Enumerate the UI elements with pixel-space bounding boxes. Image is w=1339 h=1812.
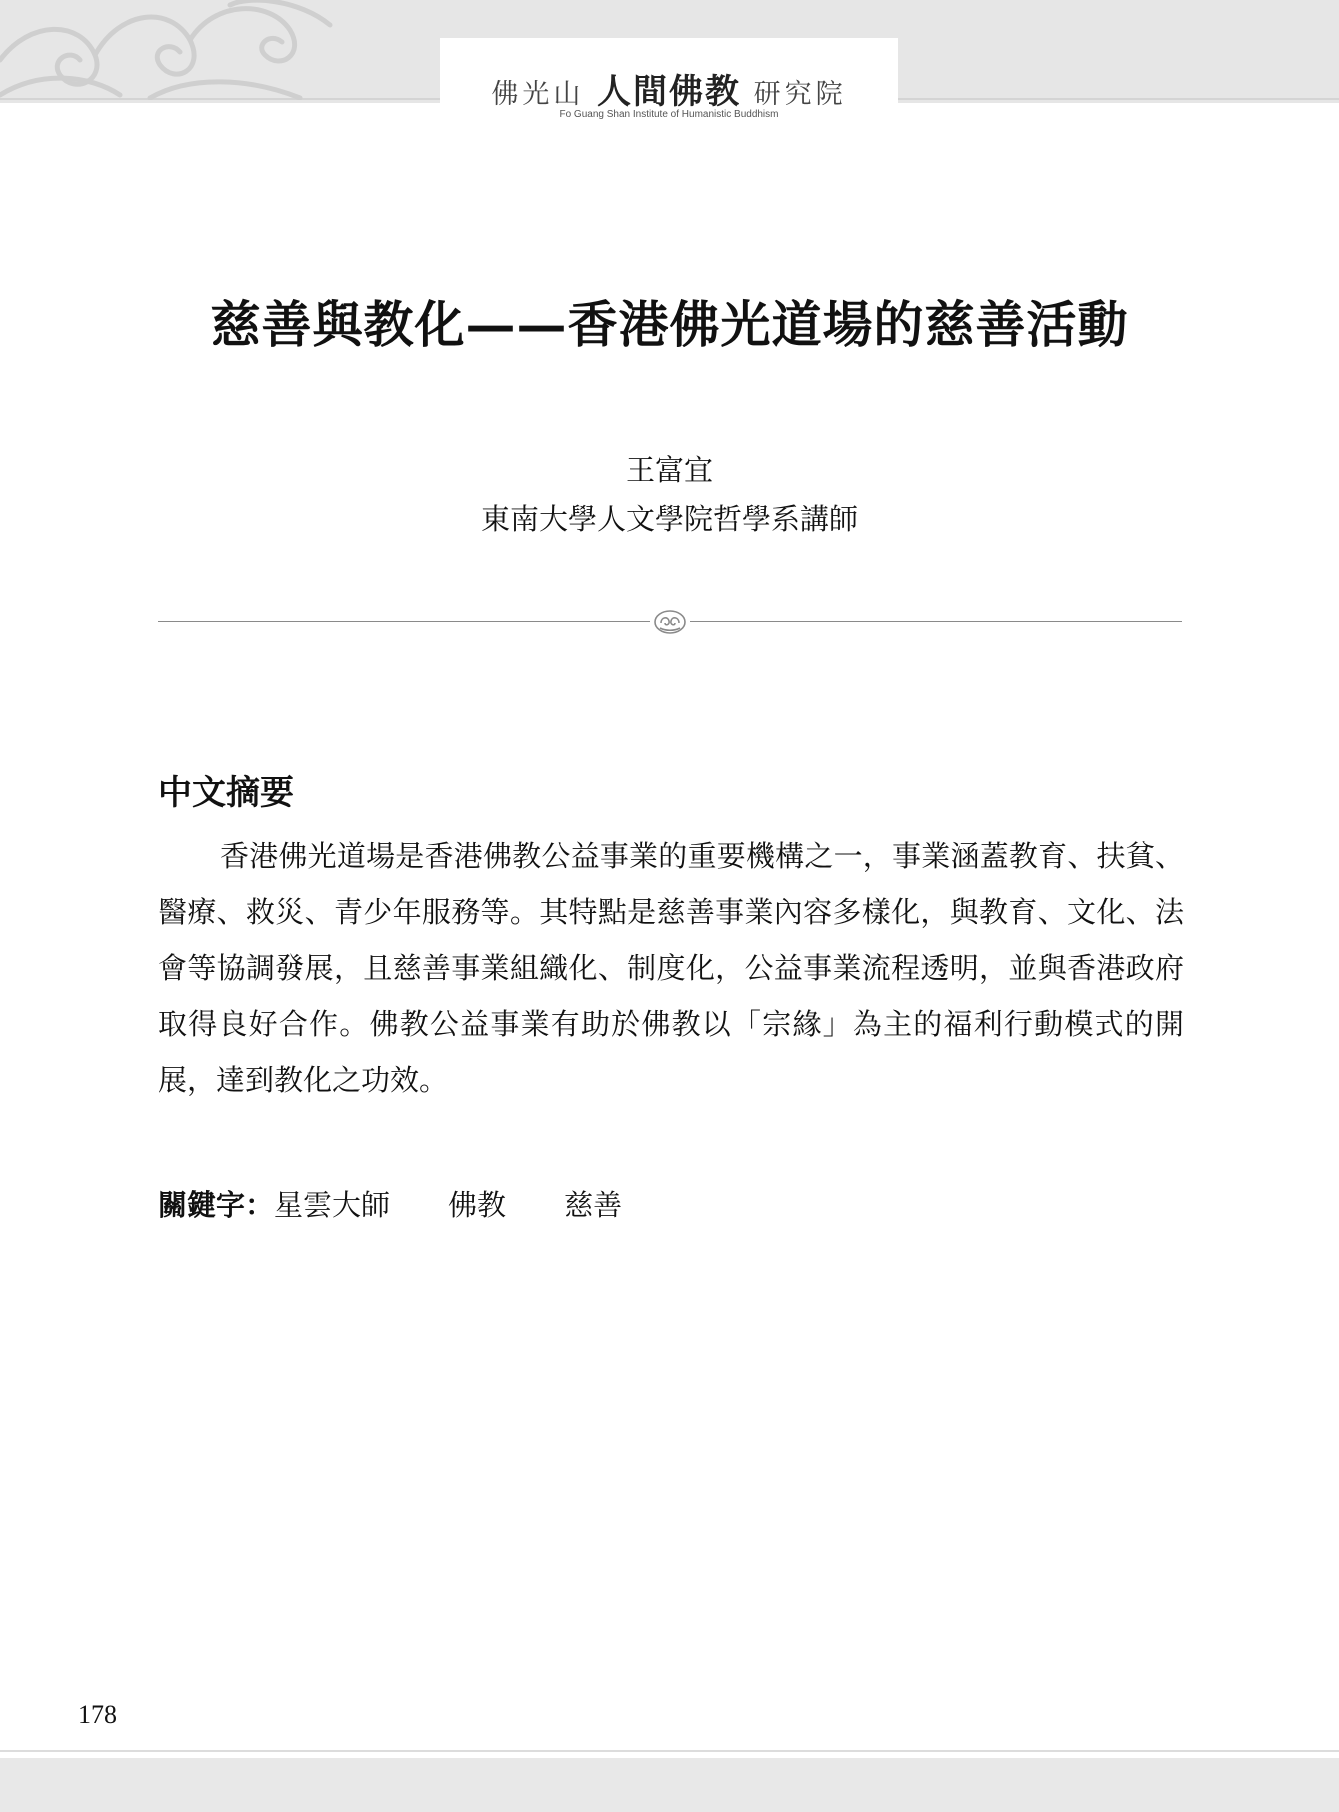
page-number: 178: [78, 1700, 117, 1729]
abstract-heading: 中文摘要: [158, 773, 294, 813]
institute-logo: [440, 38, 898, 120]
logo-text: [440, 64, 898, 113]
divider-ornament-icon: [652, 607, 688, 637]
keyword-item: 星雲大師: [274, 1188, 391, 1222]
article-title: 慈善與教化——香港佛光道場的慈善活動: [210, 295, 1129, 354]
footer-band: [0, 1758, 1339, 1812]
author-name: 王富宜: [625, 453, 713, 487]
keyword-item: 慈善: [564, 1188, 623, 1222]
keyword-item: 佛教: [448, 1188, 507, 1222]
logo-subtitle: Fo Guang Shan Institute of Humanistic Buddhism: [559, 109, 779, 120]
author-affiliation: 東南大學人文學院哲學系講師: [480, 502, 858, 536]
divider-line-left: [158, 621, 650, 622]
logo-suffix: 研究院: [753, 79, 847, 110]
cloud-ornament-icon: [0, 0, 340, 100]
keywords-label: 關鍵字：: [158, 1188, 275, 1222]
divider-line-right: [690, 621, 1182, 622]
keywords-line: [158, 1183, 622, 1224]
logo-prefix: 佛光山: [491, 79, 585, 110]
footer-rule: [0, 1750, 1339, 1752]
logo-bold: 人間佛教: [597, 72, 741, 112]
abstract-body: 香港佛光道場是香港佛教公益事業的重要機構之一，事業涵蓋教育、扶貧、醫療、救災、青少年服務等。其特點是慈善事業內容多樣化，與教育、文化、法會等協調發展，且慈善事業組織化、制度化，公益事業流程透明，並與香港政府取得良好合作。佛教公益事業有助於佛教以「宗緣」為主的福利行動模式的開展，達到教化之功效。: [158, 839, 1184, 1097]
